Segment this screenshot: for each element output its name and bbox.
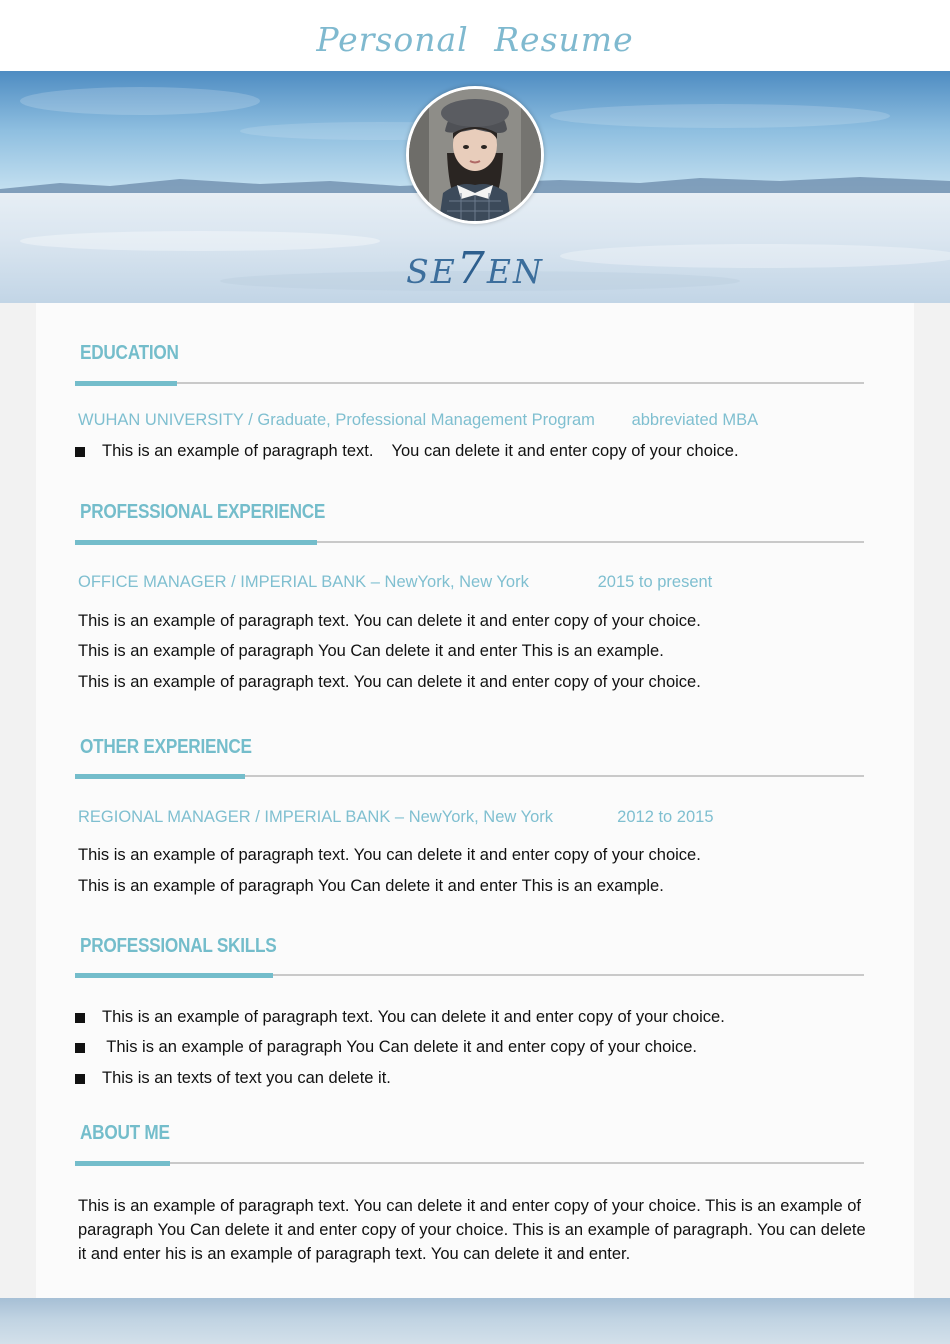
square-bullet-icon (75, 447, 85, 457)
section-rule-accent (75, 774, 245, 779)
paragraph: This is an example of paragraph text. You can delete it and enter copy of your choice. (78, 673, 701, 691)
profile-photo (406, 86, 544, 224)
professional-experience-job-line: OFFICE MANAGER / IMPERIAL BANK – NewYork, New York 2015 to present (78, 573, 713, 591)
square-bullet-icon (75, 1043, 85, 1053)
section-heading-professional-experience: PROFESSIONAL EXPERIENCE (80, 501, 326, 523)
skill-item: This is an texts of text you can delete it. (102, 1069, 391, 1087)
paragraph: This is an example of paragraph You Can delete it and enter This is an example. (78, 877, 664, 895)
square-bullet-icon (75, 1074, 85, 1084)
skill-item: This is an example of paragraph You Can delete it and enter copy of your choice. (102, 1038, 697, 1056)
name-seven: 7 (456, 243, 487, 294)
section-rule (75, 1162, 864, 1164)
section-rule (75, 382, 864, 384)
section-heading-education: EDUCATION (80, 342, 179, 364)
education-school-line: WUHAN UNIVERSITY / Graduate, Professional Management Program abbreviated MBA (78, 411, 759, 429)
section-rule-accent (75, 540, 317, 545)
section-heading-other-experience: OTHER EXPERIENCE (80, 736, 252, 758)
footer-banner (0, 1298, 950, 1344)
name-prefix: SE (406, 252, 457, 291)
person-portrait-icon (409, 89, 541, 221)
name-suffix: EN (486, 252, 544, 291)
education-bullet: This is an example of paragraph text. You can delete it and enter copy of your choice. (102, 442, 739, 460)
paragraph: This is an example of paragraph text. You can delete it and enter copy of your choice. (78, 612, 701, 630)
document-title: Personal Resume (316, 20, 634, 59)
other-experience-job-line: REGIONAL MANAGER / IMPERIAL BANK – NewYork, New York 2012 to 2015 (78, 808, 714, 826)
section-rule-accent (75, 973, 273, 978)
section-heading-professional-skills: PROFESSIONAL SKILLS (80, 935, 277, 957)
square-bullet-icon (75, 1013, 85, 1023)
section-rule-accent (75, 1161, 170, 1166)
section-rule-accent (75, 381, 177, 386)
paragraph: This is an example of paragraph text. You can delete it and enter copy of your choice. (78, 846, 701, 864)
paragraph: This is an example of paragraph You Can delete it and enter This is an example. (78, 642, 664, 660)
section-heading-about-me: ABOUT ME (80, 1122, 170, 1144)
title-bar (0, 0, 950, 71)
about-me-text: This is an example of paragraph text. You can delete it and enter copy of your choice. This is an example of paragraph You Can delete it and enter copy of your choice. This is an example of paragraph. You can delete it and enter his is an example of paragraph text. You can delete it and enter. (78, 1197, 866, 1263)
skill-item: This is an example of paragraph text. You can delete it and enter copy of your choice. (102, 1008, 725, 1026)
person-name (0, 243, 950, 294)
